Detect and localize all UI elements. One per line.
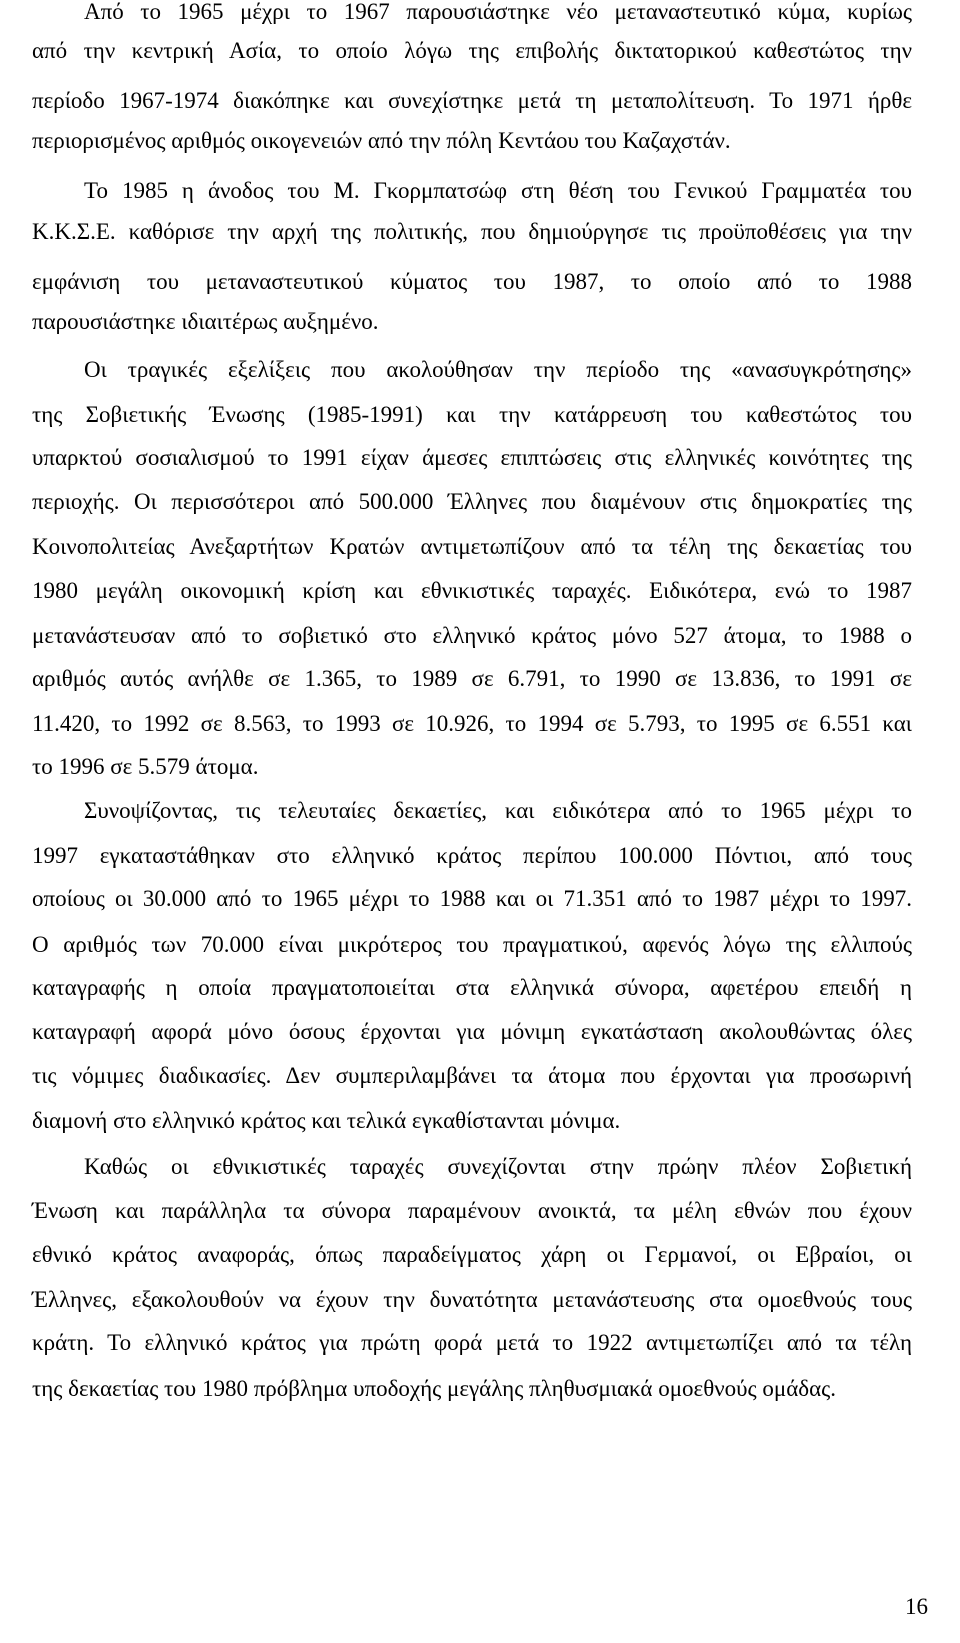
- text-line: 1980 μεγάλη οικονομική κρίση και εθνικιστικές ταραχές. Ειδικότερα, ενώ το 1987: [32, 578, 912, 603]
- text-line: Κ.Κ.Σ.Ε. καθόρισε την αρχή της πολιτικής, που δημιούργησε τις προϋποθέσεις για την: [32, 219, 912, 244]
- text-line: αριθμός αυτός ανήλθε σε 1.365, το 1989 σε 6.791, το 1990 σε 13.836, το 1991 σε: [32, 666, 912, 691]
- text-line: περιορισμένος αριθμός οικογενειών από την πόλη Κεντάου του Καζαχστάν.: [32, 128, 731, 153]
- text-line: εθνικό κράτος αναφοράς, όπως παραδείγματος χάρη οι Γερμανοί, οι Εβραίοι, οι: [32, 1242, 912, 1267]
- text-line: εμφάνιση του μεταναστευτικού κύματος του 1987, το οποίο από το 1988: [32, 269, 912, 294]
- text-line: διαμονή στο ελληνικό κράτος και τελικά εγκαθίστανται μόνιμα.: [32, 1108, 621, 1133]
- text-line: της Σοβιετικής Ένωσης (1985-1991) και την κατάρρευση του καθεστώτος του: [32, 402, 912, 427]
- text-line: Το 1985 η άνοδος του Μ. Γκορμπατσώφ στη θέση του Γενικού Γραμματέα του: [84, 178, 912, 203]
- text-line: Ο αριθμός των 70.000 είναι μικρότερος του πραγματικού, αφενός λόγω της ελλιπούς: [32, 932, 912, 957]
- text-line: παρουσιάστηκε ιδιαιτέρως αυξημένο.: [32, 309, 379, 334]
- text-line: κράτη. Το ελληνικό κράτος για πρώτη φορά μετά το 1922 αντιμετωπίζει από τα τέλη: [32, 1330, 912, 1355]
- text-line: τις νόμιμες διαδικασίες. Δεν συμπεριλαμβάνει τα άτομα που έρχονται για προσωρινή: [32, 1063, 912, 1088]
- text-line: περιοχής. Οι περισσότεροι από 500.000 Έλληνες που διαμένουν στις δημοκρατίες της: [32, 489, 912, 514]
- text-line: Έλληνες, εξακολουθούν να έχουν την δυνατότητα μετανάστευσης στα ομοεθνούς τους: [32, 1287, 912, 1312]
- text-line: οποίους οι 30.000 από το 1965 μέχρι το 1988 και οι 71.351 από το 1987 μέχρι το 1997.: [32, 886, 912, 911]
- text-line: Κοινοπολιτείας Ανεξαρτήτων Κρατών αντιμετωπίζουν από τα τέλη της δεκαετίας του: [32, 534, 912, 559]
- text-line: της δεκαετίας του 1980 πρόβλημα υποδοχής μεγάλης πληθυσμιακά ομοεθνούς ομάδας.: [32, 1376, 836, 1401]
- text-line: Καθώς οι εθνικιστικές ταραχές συνεχίζονται στην πρώην πλέον Σοβιετική: [84, 1154, 912, 1179]
- text-line: το 1996 σε 5.579 άτομα.: [32, 754, 259, 779]
- text-line: καταγραφή αφορά μόνο όσους έρχονται για μόνιμη εγκατάσταση ακολουθώντας όλες: [32, 1019, 912, 1044]
- text-line: από την κεντρική Ασία, το οποίο λόγω της επιβολής δικτατορικού καθεστώτος την: [32, 38, 912, 63]
- page-number: 16: [905, 1594, 928, 1619]
- text-line: μετανάστευσαν από το σοβιετικό στο ελληνικό κράτος μόνο 527 άτομα, το 1988 ο: [32, 623, 912, 648]
- text-line: Συνοψίζοντας, τις τελευταίες δεκαετίες, και ειδικότερα από το 1965 μέχρι το: [84, 798, 912, 823]
- text-line: Οι τραγικές εξελίξεις που ακολούθησαν την περίοδο της «ανασυγκρότησης»: [84, 357, 912, 382]
- text-line: καταγραφής η οποία πραγματοποιείται στα ελληνικά σύνορα, αφετέρου επειδή η: [32, 975, 912, 1000]
- text-line: υπαρκτού σοσιαλισμού το 1991 είχαν άμεσες επιπτώσεις στις ελληνικές κοινότητες της: [32, 445, 912, 470]
- text-line: 11.420, το 1992 σε 8.563, το 1993 σε 10.926, το 1994 σε 5.793, το 1995 σε 6.551 και: [32, 711, 912, 736]
- text-line: 1997 εγκαταστάθηκαν στο ελληνικό κράτος περίπου 100.000 Πόντιοι, από τους: [32, 843, 912, 868]
- text-line: περίοδο 1967-1974 διακόπηκε και συνεχίστηκε μετά τη μεταπολίτευση. Το 1971 ήρθε: [32, 88, 912, 113]
- text-line: Από το 1965 μέχρι το 1967 παρουσιάστηκε νέο μεταναστευτικό κύμα, κυρίως: [84, 0, 912, 24]
- text-line: Ένωση και παράλληλα τα σύνορα παραμένουν ανοικτά, τα μέλη εθνών που έχουν: [32, 1198, 912, 1223]
